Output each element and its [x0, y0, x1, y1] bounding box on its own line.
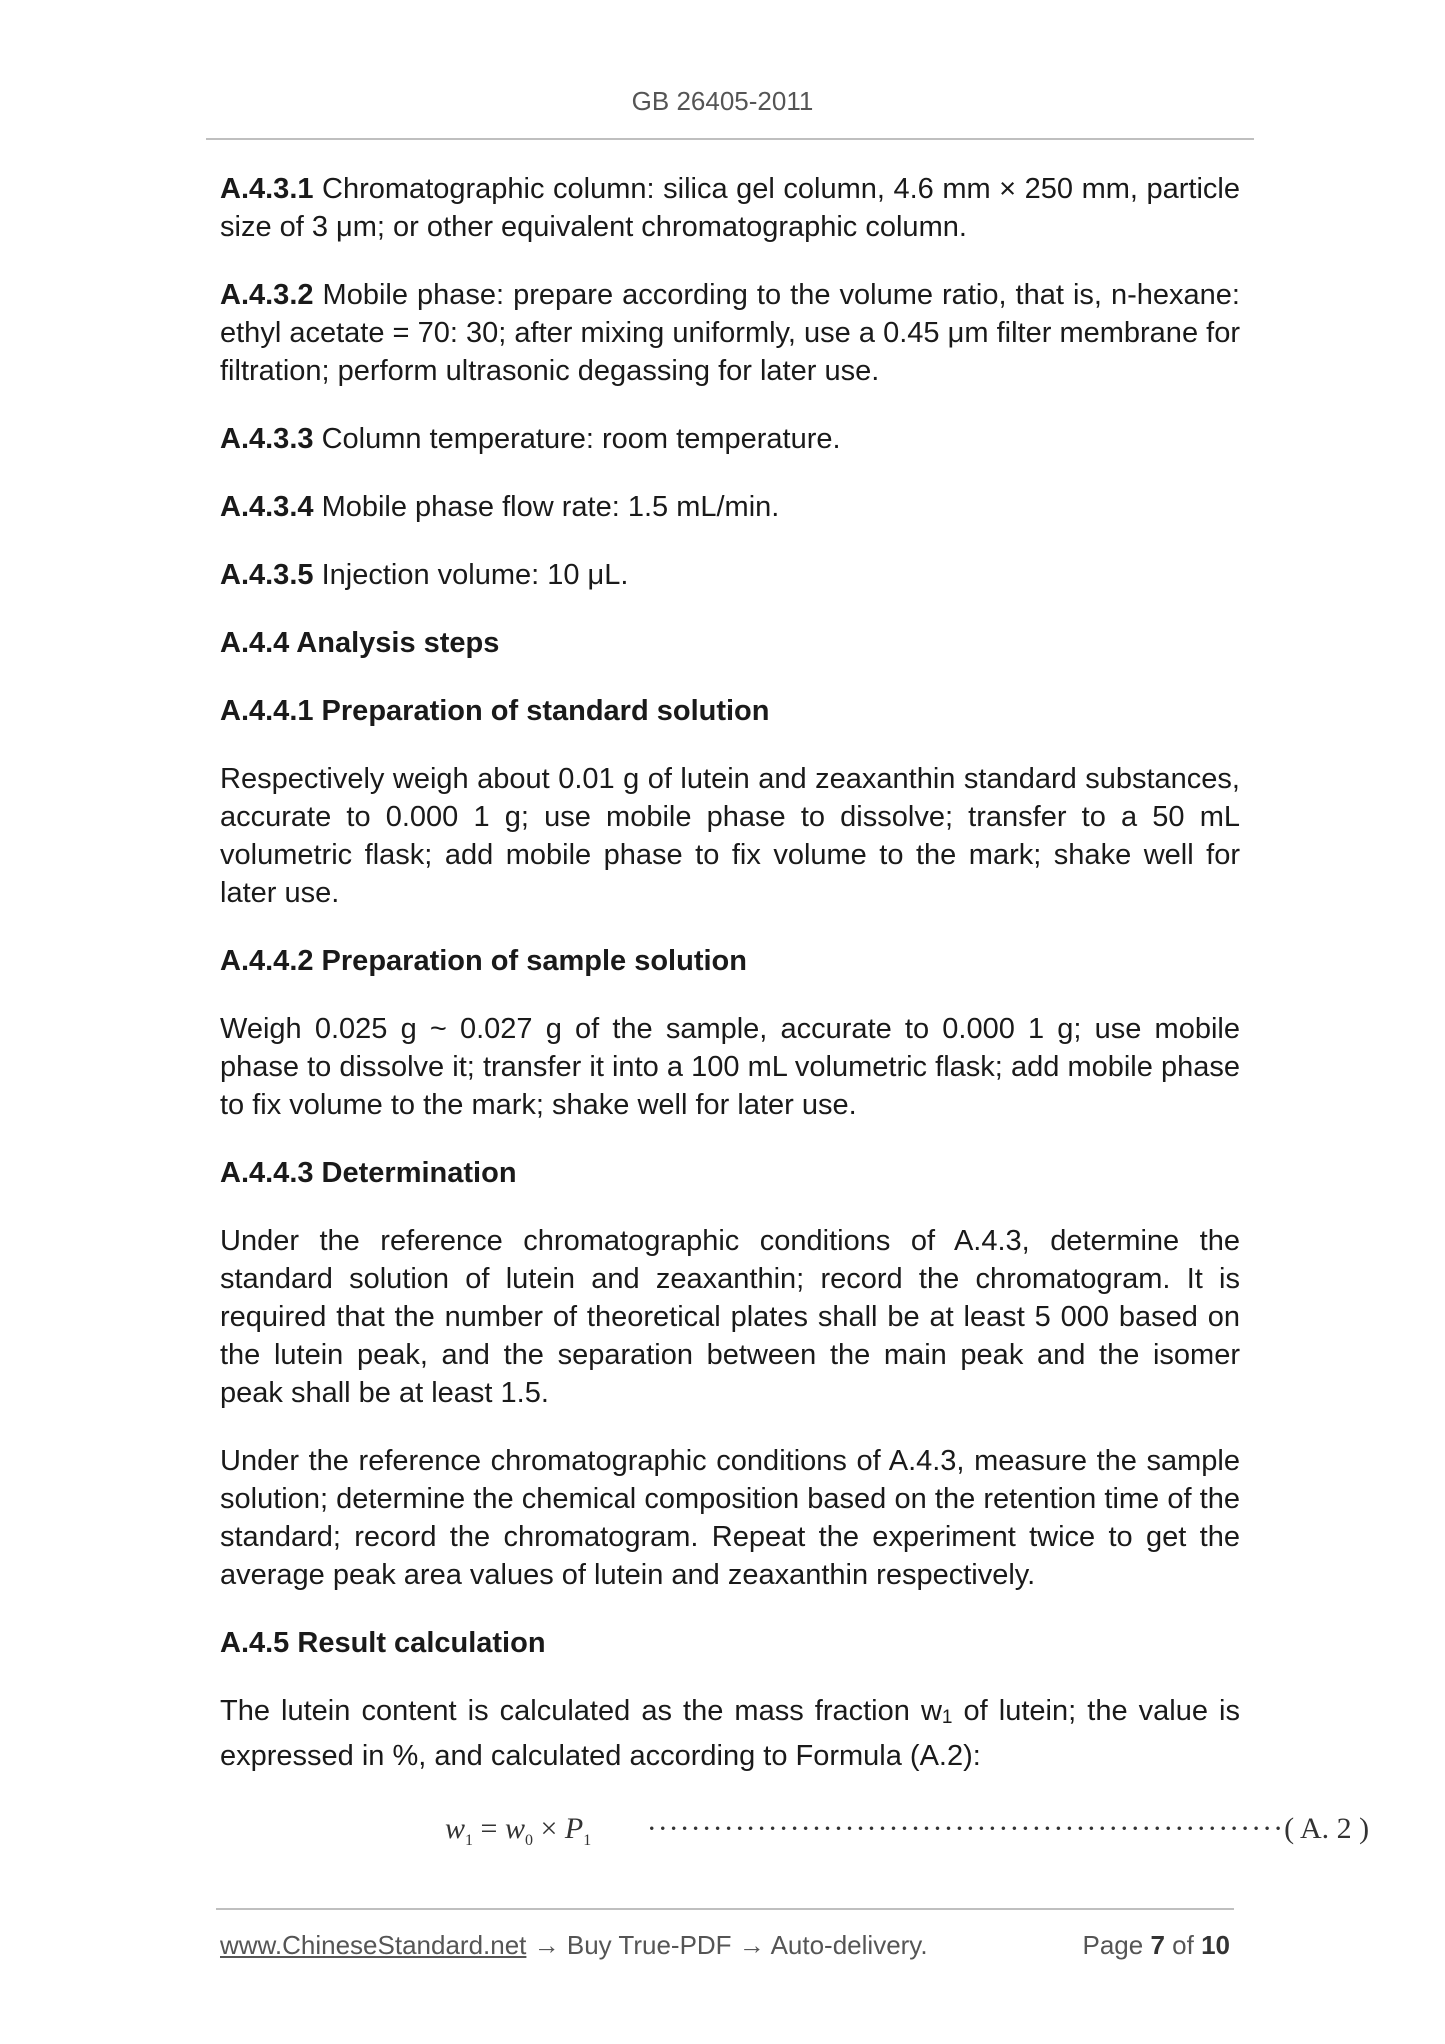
formula-symbol: w: [445, 1812, 466, 1845]
footer-tagline: → Buy True-PDF → Auto-delivery.: [526, 1930, 928, 1960]
formula-operator: =: [473, 1812, 505, 1845]
formula-leader-dots: ··························································: [646, 1812, 1285, 1845]
heading-a443: A.4.4.3 Determination: [220, 1157, 517, 1189]
formula-subscript: 0: [524, 1832, 533, 1849]
page-indicator: [1082, 1930, 1230, 1961]
paragraph-text: The lutein content is calculated as the mass fraction w: [220, 1695, 942, 1727]
clause-text: Chromatographic column: silica gel column, 4.6 mm × 250 mm, particle size of 3 μm; or other equivalent chromatographic column.: [220, 173, 1240, 243]
page-total: 10: [1201, 1930, 1230, 1960]
website-link[interactable]: www.ChineseStandard.net: [220, 1930, 527, 1960]
clause-a433: [220, 420, 1240, 458]
clause-a432: [220, 276, 1240, 390]
page-number: 7: [1150, 1930, 1165, 1960]
clause-number: A.4.3.5: [220, 559, 314, 591]
paragraph-a443-2: Under the reference chromatographic conditions of A.4.3, measure the sample solution; determine the chemical composition based on the retention time of the standard; record the chromatogram. Repeat the experiment twice to get the average peak area values of lutein and zeaxanthin respectively.: [220, 1445, 1240, 1591]
formula-expression: [445, 1812, 591, 1850]
subscript: 1: [941, 1707, 953, 1728]
paragraph-a441: Respectively weigh about 0.01 g of lutein and zeaxanthin standard substances, accurate to 0.000 1 g; use mobile phase to dissolve; transfer to a 50 mL volumetric flask; add mobile phase to fix volume to the mark; shake well for later use.: [220, 763, 1240, 909]
clause-text: Mobile phase flow rate: 1.5 mL/min.: [321, 491, 780, 523]
clause-number: A.4.3.2: [220, 279, 314, 311]
document-footer: [220, 1930, 1230, 1961]
document-body: [220, 170, 1240, 1805]
clause-a431: [220, 170, 1240, 246]
clause-number: A.4.3.1: [220, 173, 314, 205]
heading-a45: A.4.5 Result calculation: [220, 1627, 546, 1659]
clause-a435: [220, 556, 1240, 594]
paragraph-text: of lutein; the value is expressed in %, and calculated according to Formula (A.2):: [220, 1695, 1240, 1772]
clause-text: Injection volume: 10 μL.: [321, 559, 629, 591]
formula-operator: ×: [532, 1812, 565, 1845]
formula-symbol: P: [564, 1812, 584, 1845]
formula-a2: [445, 1812, 1370, 1850]
formula-subscript: 1: [583, 1832, 592, 1849]
paragraph-a442: Weigh 0.025 g ~ 0.027 g of the sample, accurate to 0.000 1 g; use mobile phase to dissolve it; transfer it into a 100 mL volumetric flask; add mobile phase to fix volume to the mark; shake well for later use.: [220, 1013, 1240, 1121]
clause-text: Mobile phase: prepare according to the volume ratio, that is, n-hexane: ethyl acetate = 70: 30; after mixing uniformly, use a 0.45 μm filter membrane for filtration; perform ultrasonic degassing for later use.: [220, 279, 1240, 387]
page-label: Page: [1082, 1930, 1144, 1960]
page-of-label: of: [1172, 1930, 1194, 1960]
clause-number: A.4.3.3: [220, 423, 314, 455]
paragraph-a45: [220, 1692, 1240, 1775]
formula-subscript: 1: [465, 1832, 474, 1849]
formula-symbol: w: [504, 1812, 525, 1845]
heading-a441: A.4.4.1 Preparation of standard solution: [220, 695, 770, 727]
document-header: GB 26405-2011: [631, 86, 814, 116]
clause-text: Column temperature: room temperature.: [321, 423, 841, 455]
heading-a44: A.4.4 Analysis steps: [220, 627, 500, 659]
clause-number: A.4.3.4: [220, 491, 314, 523]
paragraph-a443-1: Under the reference chromatographic conditions of A.4.3, determine the standard solution of lutein and zeaxanthin; record the chromatogram. It is required that the number of theoretical plates shall be at least 5 000 based on the lutein peak, and the separation between the main peak and the isomer peak shall be at least 1.5.: [220, 1225, 1240, 1409]
heading-a442: A.4.4.2 Preparation of sample solution: [220, 945, 747, 977]
clause-a434: [220, 488, 1240, 526]
header-divider: [206, 138, 1254, 140]
formula-number: ( A. 2 ): [1284, 1812, 1370, 1845]
footer-divider: [216, 1908, 1234, 1910]
